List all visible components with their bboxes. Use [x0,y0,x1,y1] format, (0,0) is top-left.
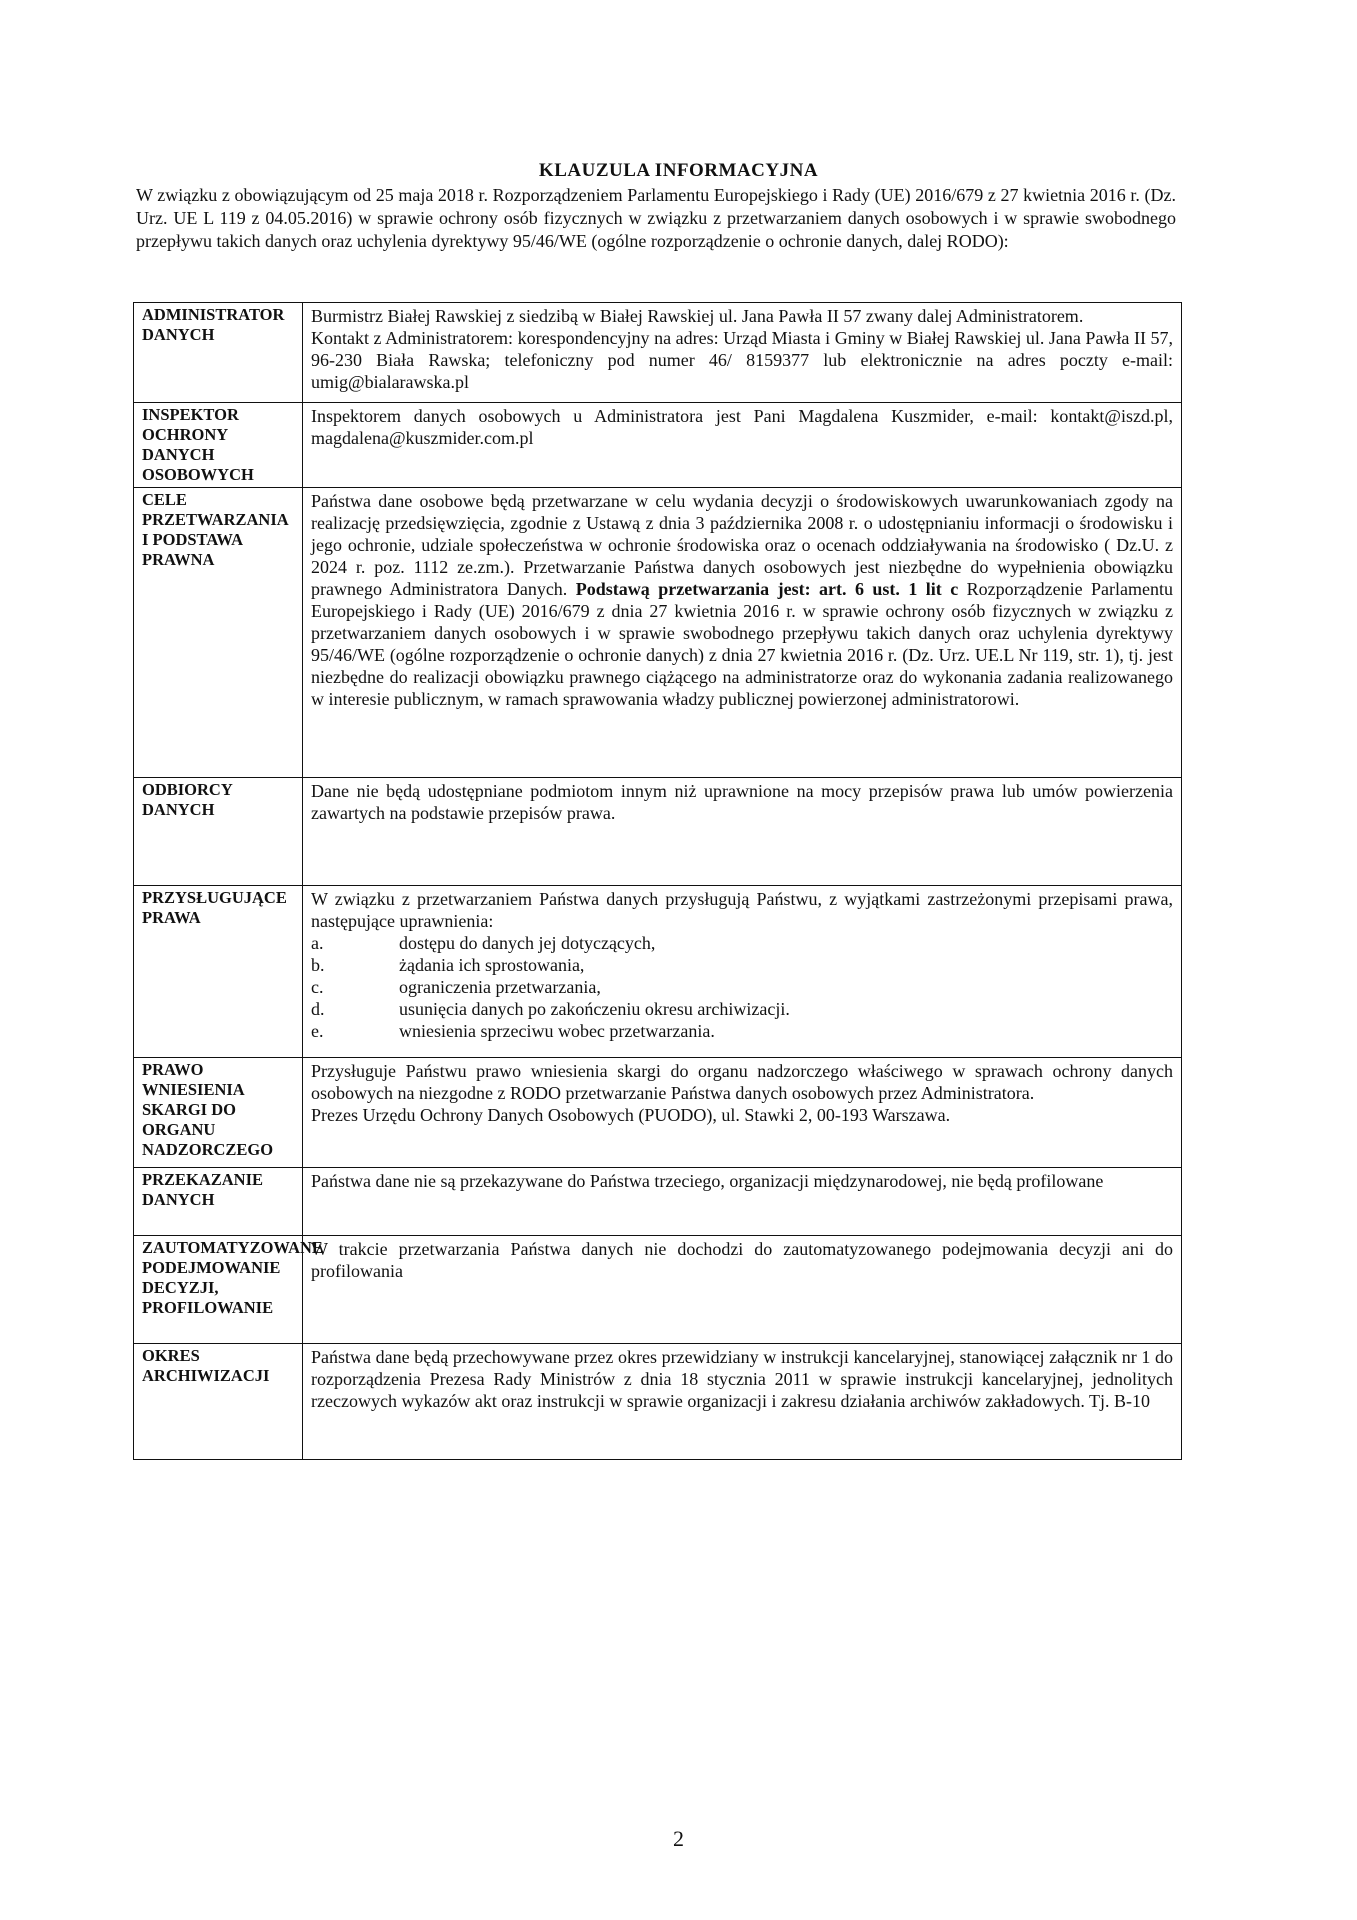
paragraph: Inspektorem danych osobowych u Administratora jest Pani Magdalena Kuszmider, e-mail: kontakt@iszd.pl, magdalena@kuszmider.com.pl [311,406,1173,448]
intro-paragraph: W związku z obowiązującym od 25 maja 2018 r. Rozporządzeniem Parlamentu Europejskiego i Rady (UE) 2016/679 z 27 kwietnia 2016 r. (Dz. Urz. UE L 119 z 04.05.2016) w sprawie ochrony osób fizycznych w związku z przetwarzaniem danych osobowych i w sprawie swobodnego przepływu takich danych oraz uchylenia dyrektywy 95/46/WE (ogólne rozporządzenie o ochronie danych, dalej RODO): [136,185,1176,251]
row-content [303,1168,1182,1236]
list-item [311,998,1173,1020]
paragraph: Burmistrz Białej Rawskiej z siedzibą w Białej Rawskiej ul. Jana Pawła II 57 zwany dalej Administratorem. [311,306,1084,326]
row-content [303,1344,1182,1460]
table-row [134,1058,1182,1168]
list-letter: b. [311,955,325,975]
paragraph: W trakcie przetwarzania Państwa danych nie dochodzi do zautomatyzowanego podejmowania decyzji ani do profilowania [311,1239,1173,1281]
paragraph: Prezes Urzędu Ochrony Danych Osobowych (PUODO), ul. Stawki 2, 00-193 Warszawa. [311,1105,951,1125]
row-content [303,1236,1182,1344]
list-item [311,1020,1173,1042]
row-label: PRAWO WNIESIENIA SKARGI DO ORGANU NADZORCZEGO [134,1058,303,1168]
row-content [303,488,1182,778]
table-row [134,488,1182,778]
row-content [303,403,1182,488]
paragraph: W związku z przetwarzaniem Państwa danych przysługują Państwu, z wyjątkami zastrzeżonymi przepisami prawa, następujące uprawnienia: [311,889,1173,931]
paragraph: Rozporządzenie Parlamentu Europejskiego i Rady (UE) 2016/679 z dnia 27 kwietnia 2016 r. w sprawie ochrony osób fizycznych w związku z przetwarzaniem danych osobowych i w sprawie swobodnego przepływu takich danych oraz uchylenia dyrektywy 95/46/WE (ogólne rozporządzenie o ochronie danych) z dnia 27 kwietnia 2016 r. (Dz. Urz. UE.L Nr 119, str. 1), tj. jest niezbędne do realizacji obowiązku prawnego ciążącego na administratorze oraz do wykonania zadania realizowanego w interesie publicznym, w ramach sprawowania władzy publicznej powierzonej administratorowi. [311,579,1174,709]
list-item [311,954,1173,976]
list-text: wniesienia sprzeciwu wobec przetwarzania. [399,1021,715,1041]
paragraph: Kontakt z Administratorem: korespondencyjny na adres: Urząd Miasta i Gminy w Białej Rawskiej ul. Jana Pawła II 57, 96-230 Biała Rawska; telefoniczny pod numer 46/ 8159377 lub elektronicznie na adres poczty e-mail: umig@bialarawska.pl [311,328,1173,392]
table-row [134,303,1182,403]
paragraph: Państwa dane będą przechowywane przez okres przewidziany w instrukcji kancelaryjnej, stanowiącej załącznik nr 1 do rozporządzenia Prezesa Rady Ministrów z dnia 18 stycznia 2011 w sprawie instrukcji kancelaryjnej, jednolitych rzeczowych wykazów akt oraz instrukcji w sprawie organizacji i zakresu działania archiwów zakładowych. Tj. B-10 [311,1347,1173,1411]
list-letter: e. [311,1021,324,1041]
page-number: 2 [673,1826,684,1851]
list-item [311,976,1173,998]
document-title: KLAUZULA INFORMACYJNA [538,160,819,181]
list-text: żądania ich sprostowania, [399,955,585,975]
list-text: ograniczenia przetwarzania, [399,977,601,997]
row-label: ODBIORCY DANYCH [134,778,303,886]
list-letter: c. [311,977,324,997]
row-label: PRZEKAZANIE DANYCH [134,1168,303,1236]
row-label: INSPEKTOR OCHRONY DANYCH OSOBOWYCH [134,403,303,488]
row-content [303,778,1182,886]
row-label: CELE PRZETWARZANIA I PODSTAWA PRAWNA [134,488,303,778]
table-row [134,1168,1182,1236]
paragraph: Przysługuje Państwu prawo wniesienia skargi do organu nadzorczego właściwego w sprawach ochrony danych osobowych na niezgodne z RODO przetwarzanie Państwa danych osobowych przez Administratora. [311,1061,1173,1103]
list-letter: a. [311,933,324,953]
list-item [311,932,1173,954]
row-content [303,303,1182,403]
table-row [134,403,1182,488]
row-content [303,886,1182,1058]
legal-basis-bold: Podstawą przetwarzania jest: art. 6 ust. 1 lit c [575,579,959,599]
paragraph: Dane nie będą udostępniane podmiotom innym niż uprawnione na mocy przepisów prawa lub umów powierzenia zawartych na podstawie przepisów prawa. [311,781,1173,823]
row-label: ADMINISTRATOR DANYCH [134,303,303,403]
row-label: ZAUTOMATYZOWANE PODEJMOWANIE DECYZJI, PROFILOWANIE [134,1236,303,1344]
list-letter: d. [311,999,325,1019]
table-row [134,1236,1182,1344]
list-text: usunięcia danych po zakończeniu okresu archiwizacji. [399,999,790,1019]
table-row [134,778,1182,886]
list-text: dostępu do danych jej dotyczących, [399,933,656,953]
paragraph: Państwa dane nie są przekazywane do Państwa trzeciego, organizacji międzynarodowej, nie będą profilowane [311,1171,1104,1191]
row-content [303,1058,1182,1168]
table-row [134,886,1182,1058]
paragraph: Państwa dane osobowe będą przetwarzane w celu wydania decyzji o środowiskowych uwarunkowaniach zgody na realizację przedsięwzięcia, zgodnie z Ustawą z dnia 3 października 2008 r. o udostępnianiu informacji o środowisku i jego ochronie, udziale społeczeństwa w ochronie środowiska oraz o ocenach oddziaływania na środowisko ( Dz.U. z 2024 r. poz. 1112 ze.zm.). Przetwarzanie Państwa danych osobowych jest niezbędne do wypełnienia obowiązku prawnego Administratora Danych. [311,491,1173,599]
row-label: PRZYSŁUGUJĄCE PRAWA [134,886,303,1058]
rodo-info-table [133,302,1182,1460]
table-row [134,1344,1182,1460]
row-label: OKRES ARCHIWIZACJI [134,1344,303,1460]
